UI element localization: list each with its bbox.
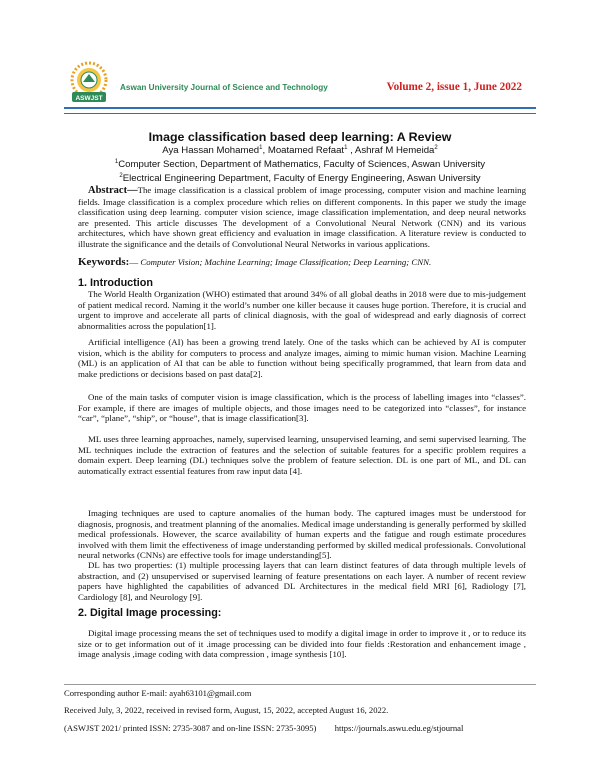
- intro-paragraph-6: DL has two properties: (1) multiple processing layers that can learn distinct features of data through multiple levels of abstraction, and (2) unsupervised or supervised learning of feature presentations on each layer. A number of recent review papers have highlighted the capabilities of advanced DL Architectures in the medical field MRI [6], Radiology [7], Cardiology [8], and Neurology [9].: [78, 560, 526, 602]
- keywords-label: Keywords:: [78, 256, 130, 268]
- author-list: Aya Hassan Mohamed$^1$, Moatamed Refaat$^1$ , Ashraf M Hemeida$^2$: [162, 144, 438, 156]
- logo-text: ASWJST: [75, 95, 103, 102]
- author-1: Aya Hassan Mohamed: [162, 145, 260, 156]
- author-2: Moatamed Refaat: [267, 145, 345, 156]
- journal-name: Aswan University Journal of Science and Technology: [120, 83, 328, 92]
- affiliation-1: $^1$Computer Section, Department of Mathematics, Faculty of Sciences, Aswan University: [114, 158, 486, 170]
- issn-line: [64, 723, 463, 733]
- header-rule-thin: [64, 113, 536, 114]
- keywords-text: Computer Vision; Machine Learning; Image Classification; Deep Learning; CNN.: [140, 257, 432, 267]
- affiliation-2: $^2$Electrical Engineering Department, Faculty of Energy Engineering, Aswan University: [119, 172, 481, 184]
- intro-paragraph-1: The World Health Organization (WHO) estimated that around 34% of all global deaths in 2018 were due to mis-judgement of patient medical record. Naming it the world’s number one killer because it causes huge portion. Therefore, it is crucial and urgent to improve and accelerate all parts of clinical diagnosis, with the goal of widespread and early diagnosis of correct abnormalities across the population[1].: [78, 289, 526, 331]
- received-dates: Received July, 3, 2022, received in revised form, August, 15, 2022, accepted August 16, 2022.: [64, 705, 389, 715]
- image-processing-paragraph: Digital image processing means the set of techniques used to modify a digital image in order to improve it , or to reduce its size or to get information out of it .image processing can be divided into four fields :Restoration and enhancement image , image analysis ,image coding with data compression , image synthesis [10].: [78, 628, 526, 660]
- paper-title: Image classification based deep learning: A Review: [148, 130, 452, 144]
- author-3: Ashraf M Hemeida: [354, 145, 435, 156]
- journal-logo: [64, 58, 114, 108]
- corresponding-author: Corresponding author E-mail: ayah63101@gmail.com: [64, 688, 252, 698]
- keywords: Keywords:— Computer Vision; Machine Learning; Image Classification; Deep Learning; CNN.: [78, 256, 432, 268]
- intro-paragraph-5: Imaging techniques are used to capture anomalies of the human body. The captured images must be understood for diagnosis, prognosis, and treatment planning of the anomalies. Medical image understanding is generally performed by skilled medical professionals. However, the scarce availability of human experts and the fatigue and rough estimate procedures involved with them limit the effectiveness of image understanding performed by skilled medical professionals. Convolutional neural networks (CNNs) are effective tools for image understanding[5].: [78, 508, 526, 561]
- abstract-label: Abstract—: [88, 185, 138, 196]
- intro-paragraph-2: Artificial intelligence (AI) has been a growing trend lately. One of the tasks which can be achieved by AI is computer vision, which is the ability for computers to process and analyze images, aiming to mimic human vision. Machine Learning (ML) is an application of AI that can be able to function without being specifically programmed, that learn from data and make predictions or decisions based on past data[2].: [78, 337, 526, 379]
- volume-issue: Volume 2, issue 1, June 2022: [386, 81, 522, 93]
- footer-rule: [64, 684, 536, 685]
- abstract: [78, 185, 526, 250]
- issn-text: (ASWJST 2021/ printed ISSN: 2735-3087 and on-line ISSN: 2735-3095): [64, 723, 317, 733]
- section-2-heading: 2. Digital Image processing:: [78, 607, 222, 619]
- header-rule-thick: [64, 107, 536, 109]
- intro-paragraph-3: One of the main tasks of computer vision is image classification, which is the process of labelling images into “classes”. For example, if there are images of multiple objects, and those images need to be categorized into “classes”, for instance “car”, “plane”, “ship”, or “house”, that is image classification[3].: [78, 392, 526, 424]
- abstract-text: The image classification is a classical problem of image processing, computer vision and machine learning fields. Image classification is a complex procedure which relies on different components. In this paper we study the image classification using deep learning. computer vision science, image classification implementation, and deep neural networks are presented. This article discusses The development of a Convolutional Neural Network (CNN) and its various architectures, which have shown great efficiency and evaluation in image classification. A literature review is conducted to illustrate the significance and the details of Convolutional Neural Networks in various applications.: [78, 185, 526, 249]
- journal-url-link[interactable]: https://journals.aswu.edu.eg/stjournal: [334, 723, 464, 733]
- section-1-heading: 1. Introduction: [78, 277, 153, 289]
- intro-paragraph-4: ML uses three learning approaches, namely, supervised learning, unsupervised learning, and semi supervised learning. The ML techniques include the extraction of features and the selection of suitable features for a specific problem requires a domain expert. Deep learning (DL) techniques solve the problem of feature selection. DL is one part of ML, and DL can automatically extract essential features from raw input data [4].: [78, 434, 526, 476]
